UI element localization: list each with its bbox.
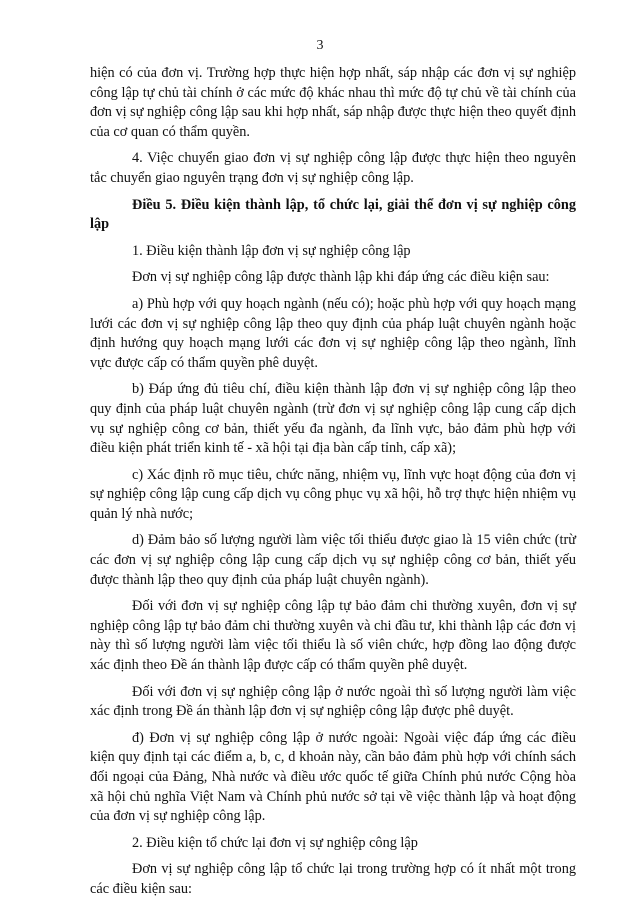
paragraph-self-funded: Đối với đơn vị sự nghiệp công lập tự bảo đảm chi thường xuyên, đơn vị sự nghiệp công lập tự bảo đảm chi thường xuyên và chi đầu tư, khi thành lập các đơn vị này thì số lượng người làm việc tối thiểu là số viên chức, hợp đồng lao động được xác định theo Đề án thành lập được cấp có thẩm quyền phê duyệt. — [90, 598, 576, 674]
paragraph-point-a: a) Phù hợp với quy hoạch ngành (nếu có); hoặc phù hợp với quy hoạch mạng lưới các đơn vị sự nghiệp công lập theo quy định của pháp luật chuyên ngành hoặc định hướng quy hoạch mạng lưới các đơn vị sự nghiệp công lập theo ngành, lĩnh vực được cấp có thẩm quyền phê duyệt. — [90, 295, 576, 371]
paragraph-conditions-intro: Đơn vị sự nghiệp công lập được thành lập khi đáp ứng các điều kiện sau: — [132, 269, 550, 286]
paragraph-point-b: b) Đáp ứng đủ tiêu chí, điều kiện thành lập đơn vị sự nghiệp công lập theo quy định của pháp luật chuyên ngành (trừ đơn vị sự nghiệp công lập cung cấp dịch vụ sự nghiệp công cơ bản, thiết yếu đa ngành, đa lĩnh vực, bảo đảm phù hợp với điều kiện phát triển kinh tế - xã hội tại địa bàn cấp tỉnh, cấp xã); — [90, 381, 576, 457]
paragraph-point-d: d) Đảm bảo số lượng người làm việc tối thiểu được giao là 15 viên chức (trừ các đơn vị sự nghiệp công lập cung cấp dịch vụ sự nghiệp công cơ bản, thiết yếu được thành lập theo quy định của pháp luật chuyên ngành). — [90, 532, 576, 588]
paragraph-clause-2: 2. Điều kiện tổ chức lại đơn vị sự nghiệp công lập — [132, 834, 418, 851]
paragraph-overseas-staff: Đối với đơn vị sự nghiệp công lập ở nước ngoài thì số lượng người làm việc xác định trong Đề án thành lập đơn vị sự nghiệp công lập được phê duyệt. — [90, 683, 576, 720]
document-body — [90, 64, 576, 907]
paragraph-point-c: c) Xác định rõ mục tiêu, chức năng, nhiệm vụ, lĩnh vực hoạt động của đơn vị sự nghiệp công lập cung cấp dịch vụ công phục vụ xã hội, hỗ trợ thực hiện nhiệm vụ quản lý nhà nước; — [90, 466, 576, 522]
paragraph-clause-1: 1. Điều kiện thành lập đơn vị sự nghiệp công lập — [132, 242, 411, 259]
paragraph-clause-4: 4. Việc chuyển giao đơn vị sự nghiệp công lập được thực hiện theo nguyên tắc chuyển giao nguyên trạng đơn vị sự nghiệp công lập. — [90, 150, 576, 186]
paragraph-point-dd: đ) Đơn vị sự nghiệp công lập ở nước ngoài: Ngoài việc đáp ứng các điều kiện quy định tại các điểm a, b, c, d khoản này, cần bảo đảm phù hợp với chính sách đối ngoại của Đảng, Nhà nước và điều ước quốc tế giữa Chính phủ nước Cộng hòa xã hội chủ nghĩa Việt Nam và Chính phủ nước sở tại về việc thành lập và hoạt động của đơn vị sự nghiệp công lập. — [90, 729, 576, 825]
paragraph-reorg-intro: Đơn vị sự nghiệp công lập tổ chức lại trong trường hợp có ít nhất một trong các điều kiện sau: — [90, 861, 576, 897]
paragraph-continuation: hiện có của đơn vị. Trường hợp thực hiện hợp nhất, sáp nhập các đơn vị sự nghiệp công lập tự chủ tài chính ở các mức độ khác nhau thì mức độ tự chủ về tài chính của đơn vị sự nghiệp công lập sau khi hợp nhất, sáp nhập được thực hiện theo quyết định của cơ quan có thẩm quyền. — [90, 65, 576, 140]
page-number: 3 — [316, 38, 324, 53]
article-5-heading: Điều 5. Điều kiện thành lập, tổ chức lại, giải thể đơn vị sự nghiệp công lập — [90, 196, 576, 233]
